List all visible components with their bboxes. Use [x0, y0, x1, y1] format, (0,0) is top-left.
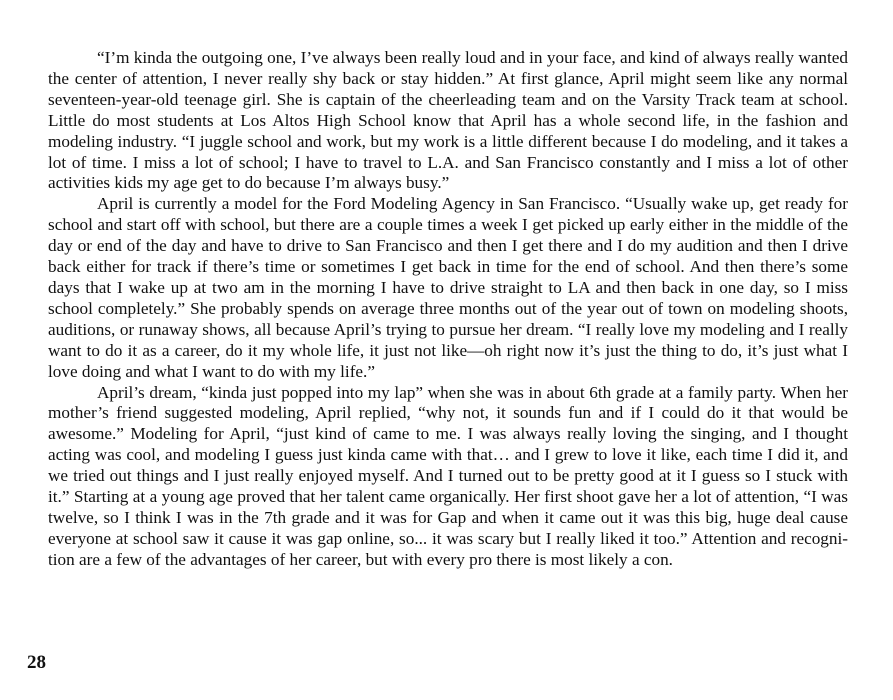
paragraph-ford-agency: April is currently a model for the Ford Modeling Agency in San Francisco. “Usually wake up, get ready for school and start off with school, but there are a couple times a week I get picked up early either in the middle of the day or end of the day and have to drive to San Francisco and then I get there and I do my audition and then I drive back either for track if there’s time or sometimes I get back in time for the end of school. And then there’s some days that I wake up at two am in the morning I have to drive straight to LA and then back in one day, so I miss school completely.” She probably spends on average three months out of the year out of town on modeling shoots, auditions, or runaway shows, all because April’s trying to pursue her dream. “I really love my modeling and I really want to do it as a career, do it my whole life, it just not like—oh right now it’s just the thing to do, it’s just what I love doing and what I want to do with my life.”	[48, 194, 848, 381]
paragraph-intro: “I’m kinda the outgoing one, I’ve always been really loud and in your face, and kind of always really wanted the center of attention, I never really shy back or stay hidden.” At first glance, April might seem like any normal seventeen-year-old teenage girl. She is captain of the cheerleading team and on the Varsity Track team at school. Little do most students at Los Altos High School know that April has a whole second life, in the fashion and modeling industry. “I juggle school and work, but my work is a little different because I do modeling, and it takes a lot of time. I miss a lot of school; I have to travel to L.A. and San Francisco constantly and I miss a lot of other activities kids my age get to do because I’m always busy.”	[48, 48, 848, 193]
page-number: 28	[27, 652, 46, 673]
paragraph-dream: April’s dream, “kinda just popped into my lap” when she was in about 6th grade at a family party. When her mother’s friend suggested modeling, April replied, “why not, it sounds fun and if I could do it that would be awesome.” Modeling for April, “just kind of came to me. I was always really loving the singing, and I thought acting was cool, and modeling I guess just kinda came with that… and I grew to love it like, each time I did it, and we tried out things and I just really enjoyed myself. And I turned out to be pretty good at it I guess so I stuck with it.” Starting at a young age proved that her talent came organically. Her first shoot gave her a lot of attention, “I was twelve, so I think I was in the 7th grade and it was for Gap and when it came out it was this big, huge deal cause everyone at school saw it cause it was gap online, so... it was scary but I really liked it too.” Attention and recognition are a few of the advantages of her career, but with every pro there is most likely a con.	[48, 382, 848, 569]
article-body	[48, 48, 848, 571]
